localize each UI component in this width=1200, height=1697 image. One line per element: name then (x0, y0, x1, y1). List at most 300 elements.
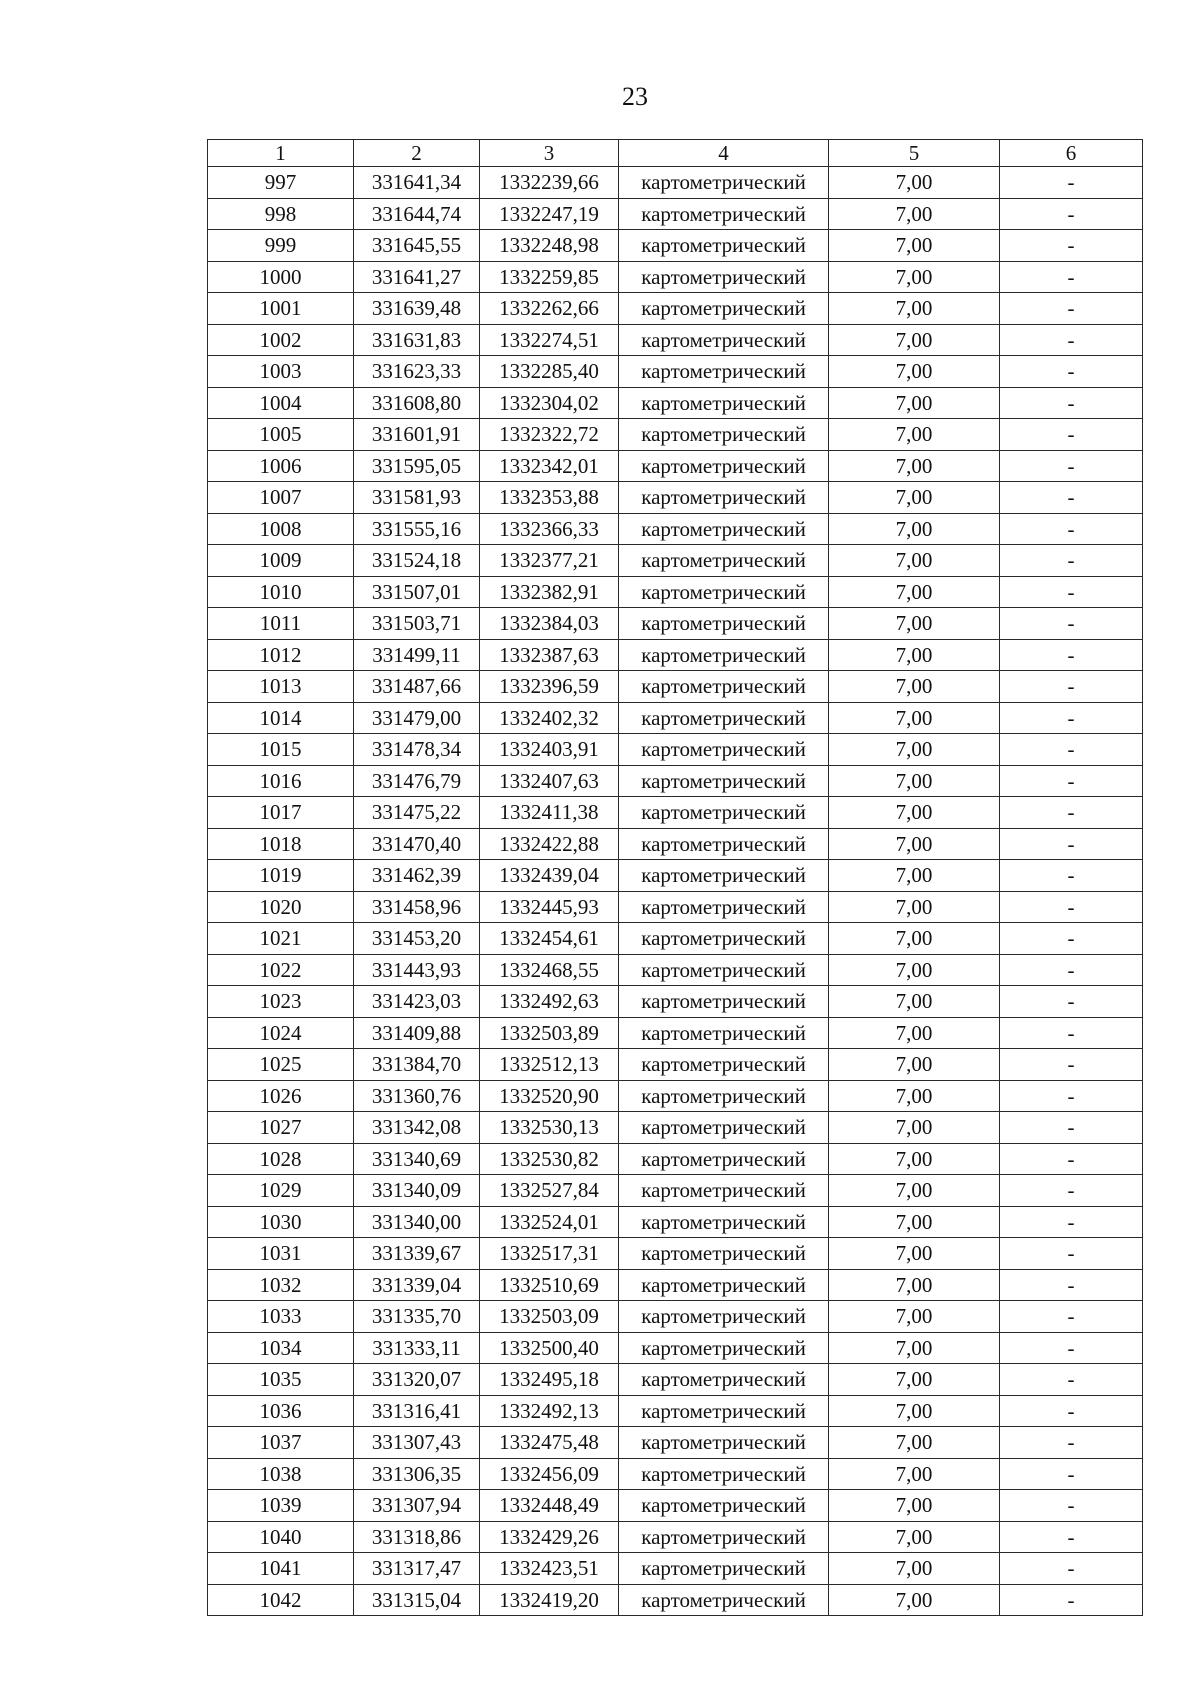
method-cell: картометрический (619, 419, 829, 451)
y-coordinate-cell: 1332411,38 (480, 797, 619, 829)
table-row (208, 482, 1143, 514)
table-row (208, 198, 1143, 230)
note-cell: - (1000, 482, 1143, 514)
note-cell: - (1000, 356, 1143, 388)
method-cell: картометрический (619, 1364, 829, 1396)
table-row (208, 1427, 1143, 1459)
table-row (208, 954, 1143, 986)
method-cell: картометрический (619, 1332, 829, 1364)
accuracy-cell: 7,00 (829, 356, 1000, 388)
y-coordinate-cell: 1332503,89 (480, 1017, 619, 1049)
x-coordinate-cell: 331409,88 (354, 1017, 480, 1049)
accuracy-cell: 7,00 (829, 261, 1000, 293)
y-coordinate-cell: 1332520,90 (480, 1080, 619, 1112)
point-number-cell: 1024 (208, 1017, 354, 1049)
x-coordinate-cell: 331631,83 (354, 324, 480, 356)
y-coordinate-cell: 1332247,19 (480, 198, 619, 230)
note-cell: - (1000, 293, 1143, 325)
x-coordinate-cell: 331623,33 (354, 356, 480, 388)
y-coordinate-cell: 1332492,63 (480, 986, 619, 1018)
y-coordinate-cell: 1332423,51 (480, 1553, 619, 1585)
y-coordinate-cell: 1332387,63 (480, 639, 619, 671)
x-coordinate-cell: 331453,20 (354, 923, 480, 955)
table-row (208, 576, 1143, 608)
note-cell: - (1000, 608, 1143, 640)
accuracy-cell: 7,00 (829, 671, 1000, 703)
table-row (208, 765, 1143, 797)
table-row (208, 1395, 1143, 1427)
y-coordinate-cell: 1332500,40 (480, 1332, 619, 1364)
y-coordinate-cell: 1332377,21 (480, 545, 619, 577)
x-coordinate-cell: 331462,39 (354, 860, 480, 892)
method-cell: картометрический (619, 1427, 829, 1459)
point-number-cell: 1042 (208, 1584, 354, 1616)
table-row (208, 734, 1143, 766)
accuracy-cell: 7,00 (829, 482, 1000, 514)
x-coordinate-cell: 331595,05 (354, 450, 480, 482)
x-coordinate-cell: 331458,96 (354, 891, 480, 923)
accuracy-cell: 7,00 (829, 828, 1000, 860)
accuracy-cell: 7,00 (829, 891, 1000, 923)
table-row (208, 1143, 1143, 1175)
method-cell: картометрический (619, 1017, 829, 1049)
accuracy-cell: 7,00 (829, 1521, 1000, 1553)
accuracy-cell: 7,00 (829, 1238, 1000, 1270)
accuracy-cell: 7,00 (829, 1269, 1000, 1301)
y-coordinate-cell: 1332454,61 (480, 923, 619, 955)
note-cell: - (1000, 1049, 1143, 1081)
accuracy-cell: 7,00 (829, 1553, 1000, 1585)
point-number-cell: 1037 (208, 1427, 354, 1459)
y-coordinate-cell: 1332475,48 (480, 1427, 619, 1459)
table-row (208, 1175, 1143, 1207)
table-row (208, 923, 1143, 955)
point-number-cell: 998 (208, 198, 354, 230)
table-row (208, 1049, 1143, 1081)
accuracy-cell: 7,00 (829, 954, 1000, 986)
table-row (208, 986, 1143, 1018)
table-row (208, 1017, 1143, 1049)
method-cell: картометрический (619, 891, 829, 923)
method-cell: картометрический (619, 765, 829, 797)
method-cell: картометрический (619, 293, 829, 325)
method-cell: картометрический (619, 1080, 829, 1112)
accuracy-cell: 7,00 (829, 1490, 1000, 1522)
table-row (208, 419, 1143, 451)
method-cell: картометрический (619, 167, 829, 199)
accuracy-cell: 7,00 (829, 198, 1000, 230)
x-coordinate-cell: 331333,11 (354, 1332, 480, 1364)
accuracy-cell: 7,00 (829, 1395, 1000, 1427)
method-cell: картометрический (619, 1112, 829, 1144)
accuracy-cell: 7,00 (829, 167, 1000, 199)
point-number-cell: 1010 (208, 576, 354, 608)
point-number-cell: 1030 (208, 1206, 354, 1238)
accuracy-cell: 7,00 (829, 387, 1000, 419)
note-cell: - (1000, 765, 1143, 797)
table-row (208, 1553, 1143, 1585)
y-coordinate-cell: 1332429,26 (480, 1521, 619, 1553)
y-coordinate-cell: 1332353,88 (480, 482, 619, 514)
point-number-cell: 1017 (208, 797, 354, 829)
note-cell: - (1000, 923, 1143, 955)
method-cell: картометрический (619, 1521, 829, 1553)
x-coordinate-cell: 331340,09 (354, 1175, 480, 1207)
method-cell: картометрический (619, 734, 829, 766)
method-cell: картометрический (619, 1584, 829, 1616)
point-number-cell: 1004 (208, 387, 354, 419)
method-cell: картометрический (619, 1395, 829, 1427)
point-number-cell: 997 (208, 167, 354, 199)
x-coordinate-cell: 331316,41 (354, 1395, 480, 1427)
method-cell: картометрический (619, 1458, 829, 1490)
method-cell: картометрический (619, 923, 829, 955)
note-cell: - (1000, 828, 1143, 860)
accuracy-cell: 7,00 (829, 1175, 1000, 1207)
table-body (208, 140, 1143, 1616)
y-coordinate-cell: 1332419,20 (480, 1584, 619, 1616)
table-row (208, 1521, 1143, 1553)
note-cell: - (1000, 1017, 1143, 1049)
x-coordinate-cell: 331443,93 (354, 954, 480, 986)
method-cell: картометрический (619, 261, 829, 293)
accuracy-cell: 7,00 (829, 230, 1000, 262)
method-cell: картометрический (619, 1490, 829, 1522)
table-row (208, 545, 1143, 577)
note-cell: - (1000, 513, 1143, 545)
note-cell: - (1000, 734, 1143, 766)
method-cell: картометрический (619, 1175, 829, 1207)
table-row (208, 261, 1143, 293)
note-cell: - (1000, 1584, 1143, 1616)
point-number-cell: 1009 (208, 545, 354, 577)
table-row (208, 230, 1143, 262)
point-number-cell: 1008 (208, 513, 354, 545)
note-cell: - (1000, 639, 1143, 671)
x-coordinate-cell: 331478,34 (354, 734, 480, 766)
accuracy-cell: 7,00 (829, 419, 1000, 451)
y-coordinate-cell: 1332366,33 (480, 513, 619, 545)
column-header: 5 (829, 140, 1000, 167)
y-coordinate-cell: 1332274,51 (480, 324, 619, 356)
x-coordinate-cell: 331475,22 (354, 797, 480, 829)
note-cell: - (1000, 797, 1143, 829)
accuracy-cell: 7,00 (829, 576, 1000, 608)
accuracy-cell: 7,00 (829, 1049, 1000, 1081)
note-cell: - (1000, 1175, 1143, 1207)
table-row (208, 608, 1143, 640)
y-coordinate-cell: 1332468,55 (480, 954, 619, 986)
point-number-cell: 1033 (208, 1301, 354, 1333)
table-row (208, 1332, 1143, 1364)
x-coordinate-cell: 331360,76 (354, 1080, 480, 1112)
y-coordinate-cell: 1332407,63 (480, 765, 619, 797)
table-row (208, 513, 1143, 545)
note-cell: - (1000, 450, 1143, 482)
method-cell: картометрический (619, 797, 829, 829)
x-coordinate-cell: 331601,91 (354, 419, 480, 451)
note-cell: - (1000, 1301, 1143, 1333)
note-cell: - (1000, 1112, 1143, 1144)
table-row (208, 828, 1143, 860)
accuracy-cell: 7,00 (829, 1143, 1000, 1175)
x-coordinate-cell: 331581,93 (354, 482, 480, 514)
note-cell: - (1000, 261, 1143, 293)
point-number-cell: 1016 (208, 765, 354, 797)
note-cell: - (1000, 324, 1143, 356)
note-cell: - (1000, 954, 1143, 986)
method-cell: картометрический (619, 1269, 829, 1301)
accuracy-cell: 7,00 (829, 608, 1000, 640)
table-row (208, 702, 1143, 734)
note-cell: - (1000, 545, 1143, 577)
table-row (208, 1584, 1143, 1616)
point-number-cell: 1031 (208, 1238, 354, 1270)
accuracy-cell: 7,00 (829, 923, 1000, 955)
accuracy-cell: 7,00 (829, 450, 1000, 482)
y-coordinate-cell: 1332403,91 (480, 734, 619, 766)
point-number-cell: 1034 (208, 1332, 354, 1364)
table-row (208, 324, 1143, 356)
accuracy-cell: 7,00 (829, 1458, 1000, 1490)
x-coordinate-cell: 331335,70 (354, 1301, 480, 1333)
accuracy-cell: 7,00 (829, 1332, 1000, 1364)
x-coordinate-cell: 331423,03 (354, 986, 480, 1018)
point-number-cell: 1041 (208, 1553, 354, 1585)
point-number-cell: 1023 (208, 986, 354, 1018)
x-coordinate-cell: 331608,80 (354, 387, 480, 419)
method-cell: картометрический (619, 450, 829, 482)
note-cell: - (1000, 1269, 1143, 1301)
y-coordinate-cell: 1332285,40 (480, 356, 619, 388)
method-cell: картометрический (619, 356, 829, 388)
page-number: 23 (622, 82, 648, 111)
note-cell: - (1000, 230, 1143, 262)
point-number-cell: 1036 (208, 1395, 354, 1427)
y-coordinate-cell: 1332456,09 (480, 1458, 619, 1490)
note-cell: - (1000, 419, 1143, 451)
point-number-cell: 1005 (208, 419, 354, 451)
y-coordinate-cell: 1332402,32 (480, 702, 619, 734)
note-cell: - (1000, 1080, 1143, 1112)
accuracy-cell: 7,00 (829, 324, 1000, 356)
point-number-cell: 1014 (208, 702, 354, 734)
point-number-cell: 1013 (208, 671, 354, 703)
accuracy-cell: 7,00 (829, 1112, 1000, 1144)
table-row (208, 167, 1143, 199)
note-cell: - (1000, 1206, 1143, 1238)
y-coordinate-cell: 1332492,13 (480, 1395, 619, 1427)
y-coordinate-cell: 1332259,85 (480, 261, 619, 293)
x-coordinate-cell: 331339,67 (354, 1238, 480, 1270)
y-coordinate-cell: 1332248,98 (480, 230, 619, 262)
y-coordinate-cell: 1332512,13 (480, 1049, 619, 1081)
x-coordinate-cell: 331320,07 (354, 1364, 480, 1396)
table-row (208, 1206, 1143, 1238)
note-cell: - (1000, 702, 1143, 734)
point-number-cell: 1040 (208, 1521, 354, 1553)
note-cell: - (1000, 387, 1143, 419)
method-cell: картометрический (619, 1143, 829, 1175)
table-row (208, 356, 1143, 388)
method-cell: картометрический (619, 576, 829, 608)
x-coordinate-cell: 331645,55 (354, 230, 480, 262)
method-cell: картометрический (619, 639, 829, 671)
accuracy-cell: 7,00 (829, 293, 1000, 325)
note-cell: - (1000, 1364, 1143, 1396)
y-coordinate-cell: 1332422,88 (480, 828, 619, 860)
point-number-cell: 1025 (208, 1049, 354, 1081)
method-cell: картометрический (619, 954, 829, 986)
note-cell: - (1000, 860, 1143, 892)
note-cell: - (1000, 167, 1143, 199)
table-row (208, 1301, 1143, 1333)
point-number-cell: 1029 (208, 1175, 354, 1207)
x-coordinate-cell: 331644,74 (354, 198, 480, 230)
column-header: 4 (619, 140, 829, 167)
accuracy-cell: 7,00 (829, 986, 1000, 1018)
method-cell: картометрический (619, 1553, 829, 1585)
y-coordinate-cell: 1332439,04 (480, 860, 619, 892)
y-coordinate-cell: 1332304,02 (480, 387, 619, 419)
point-number-cell: 1021 (208, 923, 354, 955)
method-cell: картометрический (619, 198, 829, 230)
point-number-cell: 999 (208, 230, 354, 262)
table-row (208, 671, 1143, 703)
point-number-cell: 1032 (208, 1269, 354, 1301)
column-header: 1 (208, 140, 354, 167)
accuracy-cell: 7,00 (829, 734, 1000, 766)
x-coordinate-cell: 331307,43 (354, 1427, 480, 1459)
table-row (208, 450, 1143, 482)
accuracy-cell: 7,00 (829, 513, 1000, 545)
x-coordinate-cell: 331317,47 (354, 1553, 480, 1585)
note-cell: - (1000, 1458, 1143, 1490)
note-cell: - (1000, 198, 1143, 230)
accuracy-cell: 7,00 (829, 765, 1000, 797)
method-cell: картометрический (619, 1238, 829, 1270)
y-coordinate-cell: 1332448,49 (480, 1490, 619, 1522)
method-cell: картометрический (619, 671, 829, 703)
method-cell: картометрический (619, 986, 829, 1018)
table-row (208, 1238, 1143, 1270)
method-cell: картометрический (619, 702, 829, 734)
y-coordinate-cell: 1332530,82 (480, 1143, 619, 1175)
method-cell: картометрический (619, 513, 829, 545)
table-row (208, 639, 1143, 671)
method-cell: картометрический (619, 1049, 829, 1081)
point-number-cell: 1018 (208, 828, 354, 860)
column-header: 3 (480, 140, 619, 167)
x-coordinate-cell: 331340,00 (354, 1206, 480, 1238)
x-coordinate-cell: 331384,70 (354, 1049, 480, 1081)
point-number-cell: 1022 (208, 954, 354, 986)
point-number-cell: 1007 (208, 482, 354, 514)
note-cell: - (1000, 1490, 1143, 1522)
note-cell: - (1000, 576, 1143, 608)
x-coordinate-cell: 331555,16 (354, 513, 480, 545)
method-cell: картометрический (619, 1301, 829, 1333)
y-coordinate-cell: 1332445,93 (480, 891, 619, 923)
y-coordinate-cell: 1332382,91 (480, 576, 619, 608)
point-number-cell: 1038 (208, 1458, 354, 1490)
y-coordinate-cell: 1332503,09 (480, 1301, 619, 1333)
x-coordinate-cell: 331503,71 (354, 608, 480, 640)
note-cell: - (1000, 986, 1143, 1018)
accuracy-cell: 7,00 (829, 860, 1000, 892)
x-coordinate-cell: 331499,11 (354, 639, 480, 671)
point-number-cell: 1002 (208, 324, 354, 356)
accuracy-cell: 7,00 (829, 797, 1000, 829)
note-cell: - (1000, 1395, 1143, 1427)
note-cell: - (1000, 891, 1143, 923)
x-coordinate-cell: 331342,08 (354, 1112, 480, 1144)
y-coordinate-cell: 1332342,01 (480, 450, 619, 482)
y-coordinate-cell: 1332527,84 (480, 1175, 619, 1207)
x-coordinate-cell: 331476,79 (354, 765, 480, 797)
method-cell: картометрический (619, 324, 829, 356)
accuracy-cell: 7,00 (829, 1584, 1000, 1616)
x-coordinate-cell: 331306,35 (354, 1458, 480, 1490)
note-cell: - (1000, 1427, 1143, 1459)
point-number-cell: 1035 (208, 1364, 354, 1396)
table-row (208, 1269, 1143, 1301)
method-cell: картометрический (619, 608, 829, 640)
table-row (208, 797, 1143, 829)
note-cell: - (1000, 1553, 1143, 1585)
point-number-cell: 1000 (208, 261, 354, 293)
method-cell: картометрический (619, 387, 829, 419)
method-cell: картометрический (619, 482, 829, 514)
y-coordinate-cell: 1332530,13 (480, 1112, 619, 1144)
x-coordinate-cell: 331641,27 (354, 261, 480, 293)
point-number-cell: 1028 (208, 1143, 354, 1175)
column-header: 6 (1000, 140, 1143, 167)
column-header: 2 (354, 140, 480, 167)
x-coordinate-cell: 331470,40 (354, 828, 480, 860)
y-coordinate-cell: 1332239,66 (480, 167, 619, 199)
accuracy-cell: 7,00 (829, 1364, 1000, 1396)
table-row (208, 1112, 1143, 1144)
method-cell: картометрический (619, 230, 829, 262)
method-cell: картометрический (619, 1206, 829, 1238)
method-cell: картометрический (619, 860, 829, 892)
x-coordinate-cell: 331487,66 (354, 671, 480, 703)
point-number-cell: 1039 (208, 1490, 354, 1522)
y-coordinate-cell: 1332517,31 (480, 1238, 619, 1270)
table-row (208, 1080, 1143, 1112)
point-number-cell: 1027 (208, 1112, 354, 1144)
method-cell: картометрический (619, 545, 829, 577)
x-coordinate-cell: 331315,04 (354, 1584, 480, 1616)
point-number-cell: 1001 (208, 293, 354, 325)
y-coordinate-cell: 1332510,69 (480, 1269, 619, 1301)
point-number-cell: 1015 (208, 734, 354, 766)
note-cell: - (1000, 1238, 1143, 1270)
note-cell: - (1000, 1521, 1143, 1553)
point-number-cell: 1012 (208, 639, 354, 671)
x-coordinate-cell: 331307,94 (354, 1490, 480, 1522)
accuracy-cell: 7,00 (829, 702, 1000, 734)
coordinates-table (207, 139, 1143, 1616)
accuracy-cell: 7,00 (829, 1301, 1000, 1333)
x-coordinate-cell: 331339,04 (354, 1269, 480, 1301)
table-row (208, 1458, 1143, 1490)
method-cell: картометрический (619, 828, 829, 860)
table-row (208, 387, 1143, 419)
point-number-cell: 1019 (208, 860, 354, 892)
accuracy-cell: 7,00 (829, 639, 1000, 671)
